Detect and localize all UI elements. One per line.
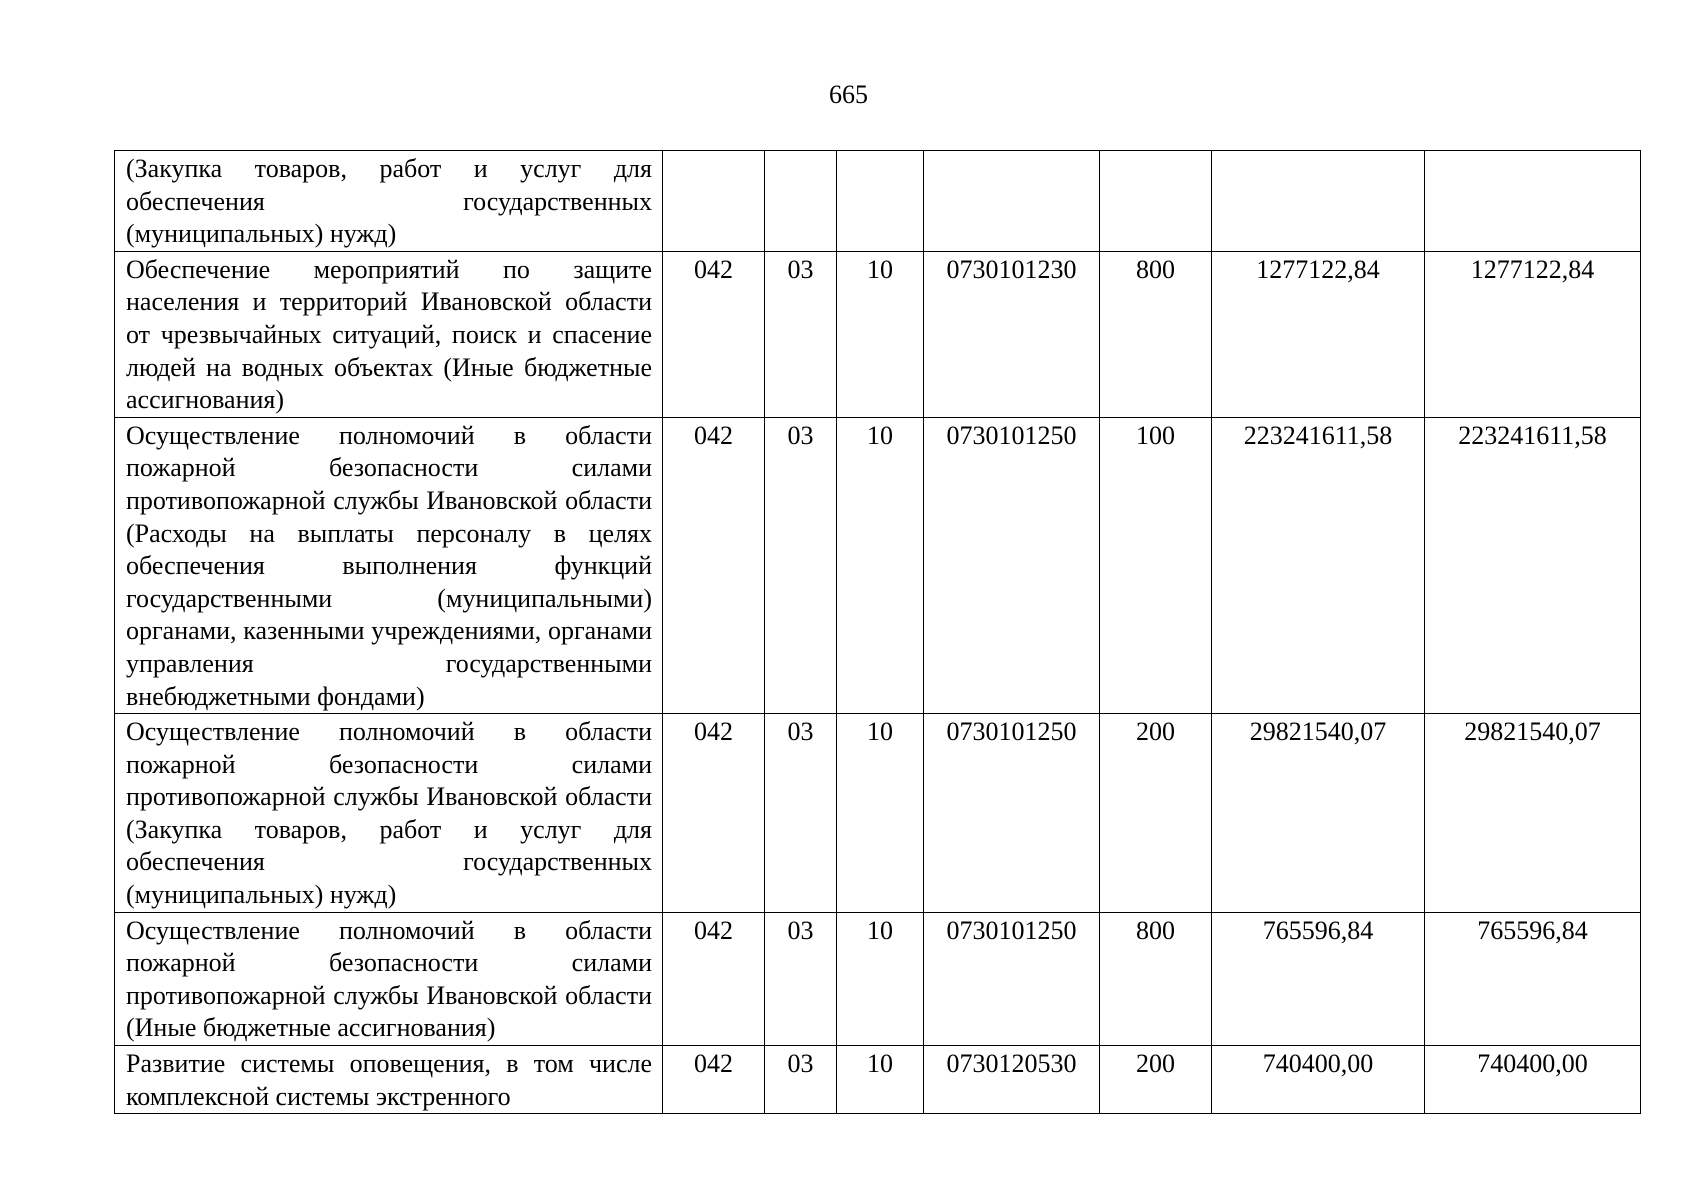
budget-table [114, 150, 1641, 1114]
row-description: Осуществление полномочий в области пожарной безопасности силами противопожарной службы Ивановской области (Закупка товаров, работ и услуг для обеспечения государственных (муниципальных) нужд) [115, 714, 663, 913]
amount-2: 765596,84 [1425, 912, 1641, 1045]
section-code [765, 151, 837, 252]
target-article-code: 0730101250 [924, 417, 1100, 713]
amount-2: 740400,00 [1425, 1046, 1641, 1114]
ministry-code: 042 [663, 417, 765, 713]
row-description: Развитие системы оповещения, в том числе комплексной системы экстренного [115, 1046, 663, 1114]
subsection-code: 10 [837, 251, 924, 417]
target-article-code: 0730120530 [924, 1046, 1100, 1114]
table-row [115, 251, 1641, 417]
ministry-code: 042 [663, 714, 765, 913]
ministry-code: 042 [663, 251, 765, 417]
amount-2: 223241611,58 [1425, 417, 1641, 713]
section-code: 03 [765, 251, 837, 417]
section-code: 03 [765, 417, 837, 713]
amount-1: 1277122,84 [1212, 251, 1425, 417]
section-code: 03 [765, 912, 837, 1045]
row-description: Обеспечение мероприятий по защите населения и территорий Ивановской области от чрезвычайных ситуаций, поиск и спасение людей на водных объектах (Иные бюджетные ассигнования) [115, 251, 663, 417]
expense-type-code: 800 [1100, 251, 1212, 417]
section-code: 03 [765, 1046, 837, 1114]
table-row [115, 714, 1641, 913]
expense-type-code: 800 [1100, 912, 1212, 1045]
ministry-code: 042 [663, 912, 765, 1045]
section-code: 03 [765, 714, 837, 913]
amount-1: 223241611,58 [1212, 417, 1425, 713]
subsection-code: 10 [837, 417, 924, 713]
table-row [115, 151, 1641, 252]
target-article-code [924, 151, 1100, 252]
row-description: Осуществление полномочий в области пожарной безопасности силами противопожарной службы Ивановской области (Расходы на выплаты персоналу в целях обеспечения выполнения функций государственными (муниципальными) органами, казенными учреждениями, органами управления государственными внебюджетными фондами) [115, 417, 663, 713]
subsection-code: 10 [837, 1046, 924, 1114]
subsection-code: 10 [837, 714, 924, 913]
amount-2: 29821540,07 [1425, 714, 1641, 913]
target-article-code: 0730101250 [924, 714, 1100, 913]
amount-1: 29821540,07 [1212, 714, 1425, 913]
ministry-code [663, 151, 765, 252]
amount-1: 765596,84 [1212, 912, 1425, 1045]
amount-1: 740400,00 [1212, 1046, 1425, 1114]
expense-type-code: 200 [1100, 1046, 1212, 1114]
target-article-code: 0730101250 [924, 912, 1100, 1045]
amount-2: 1277122,84 [1425, 251, 1641, 417]
table-row [115, 912, 1641, 1045]
row-description: (Закупка товаров, работ и услуг для обеспечения государственных (муниципальных) нужд) [115, 151, 663, 252]
expense-type-code [1100, 151, 1212, 252]
table-row [115, 1046, 1641, 1114]
amount-1 [1212, 151, 1425, 252]
row-description: Осуществление полномочий в области пожарной безопасности силами противопожарной службы Ивановской области (Иные бюджетные ассигнования) [115, 912, 663, 1045]
subsection-code [837, 151, 924, 252]
table-row [115, 417, 1641, 713]
amount-2 [1425, 151, 1641, 252]
expense-type-code: 200 [1100, 714, 1212, 913]
subsection-code: 10 [837, 912, 924, 1045]
target-article-code: 0730101230 [924, 251, 1100, 417]
ministry-code: 042 [663, 1046, 765, 1114]
page-number: 665 [829, 80, 868, 109]
expense-type-code: 100 [1100, 417, 1212, 713]
